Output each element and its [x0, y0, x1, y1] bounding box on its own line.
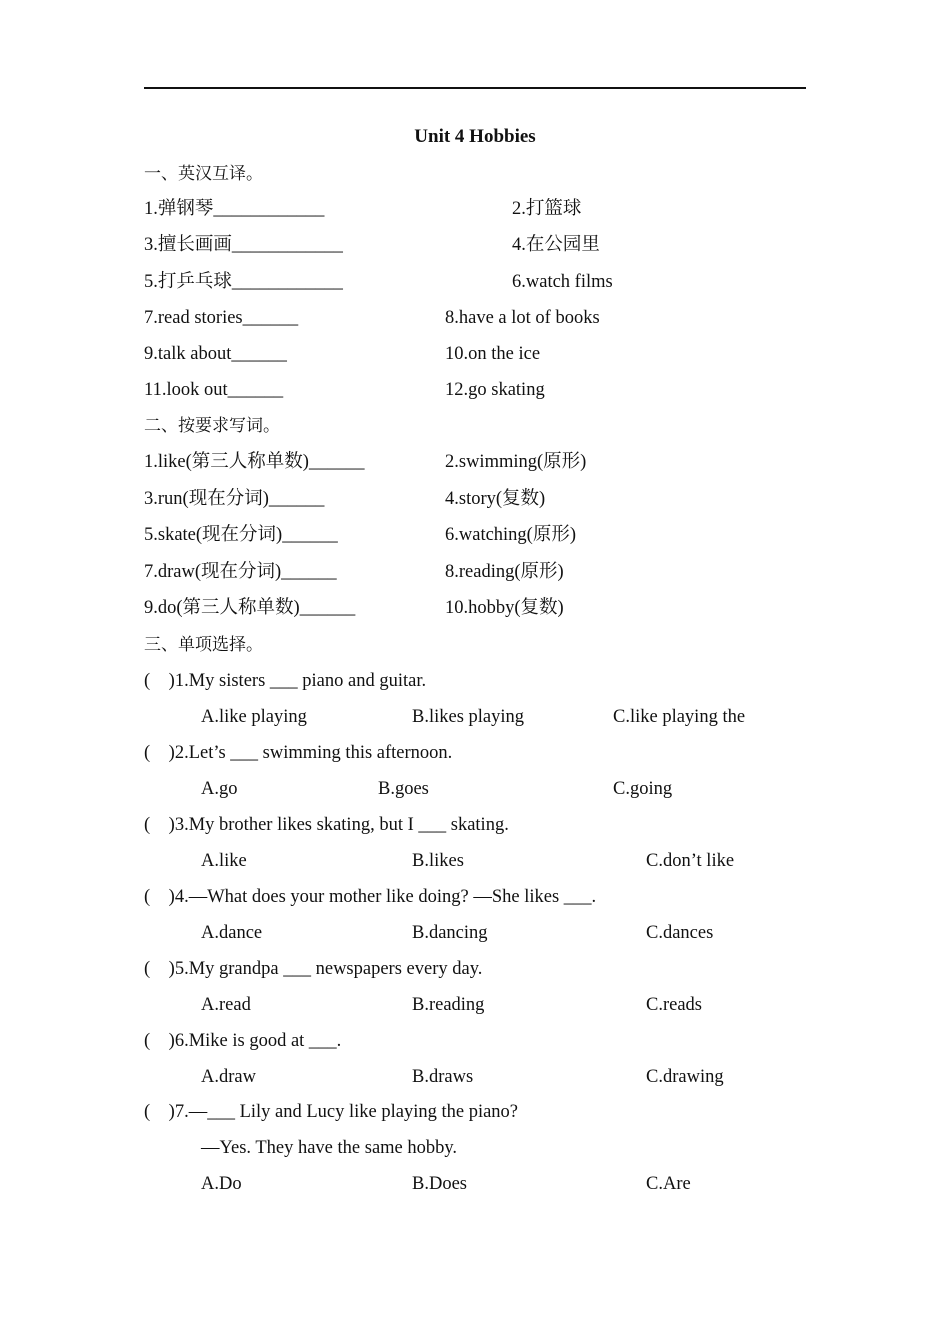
s2-item-6: 6.watching(原形): [445, 525, 577, 545]
s2-item-4: 4.story(复数): [445, 489, 546, 509]
q1-option-c: C.like playing the: [613, 707, 746, 727]
s1-item-11: 11.look out______: [144, 380, 284, 400]
q5-option-a: A.read: [201, 995, 251, 1015]
q5-option-b: B.reading: [412, 995, 485, 1015]
q4-stem: ( )4.—What does your mother like doing? —She likes ___.: [144, 887, 597, 907]
s1-item-2: 2.打篮球: [512, 199, 582, 219]
q1-option-b: B.likes playing: [412, 707, 525, 727]
q2-option-a: A.go: [201, 779, 238, 799]
s2-item-8: 8.reading(原形): [445, 562, 564, 582]
q6-option-a: A.draw: [201, 1067, 256, 1087]
s2-item-10: 10.hobby(复数): [445, 598, 564, 618]
s1-item-3: 3.擅长画画____________: [144, 235, 343, 255]
s1-item-10: 10.on the ice: [445, 344, 541, 364]
q6-option-c: C.drawing: [646, 1067, 724, 1087]
s2-item-1: 1.like(第三人称单数)______: [144, 452, 365, 472]
s2-item-7: 7.draw(现在分词)______: [144, 562, 337, 582]
q7-stem: ( )7.—___ Lily and Lucy like playing the piano?: [144, 1102, 519, 1122]
q6-option-b: B.draws: [412, 1067, 474, 1087]
s1-item-8: 8.have a lot of books: [445, 308, 600, 328]
q4-option-a: A.dance: [201, 923, 263, 943]
s1-item-1: 1.弹钢琴____________: [144, 199, 325, 219]
q2-option-b: B.goes: [378, 779, 429, 799]
s2-item-3: 3.run(现在分词)______: [144, 489, 325, 509]
s2-item-2: 2.swimming(原形): [445, 452, 587, 472]
section-1-heading: 一、英汉互译。: [144, 164, 263, 184]
section-2-heading: 二、按要求写词。: [144, 416, 280, 436]
q1-stem: ( )1.My sisters ___ piano and guitar.: [144, 671, 427, 691]
q3-option-c: C.don’t like: [646, 851, 735, 871]
q5-stem: ( )5.My grandpa ___ newspapers every day.: [144, 959, 483, 979]
q2-option-c: C.going: [613, 779, 673, 799]
q3-option-a: A.like: [201, 851, 247, 871]
q7-answer-line: —Yes. They have the same hobby.: [201, 1138, 458, 1158]
q3-stem: ( )3.My brother likes skating, but I ___ skating.: [144, 815, 509, 835]
s1-item-7: 7.read stories______: [144, 308, 299, 328]
s1-item-9: 9.talk about______: [144, 344, 287, 364]
q5-option-c: C.reads: [646, 995, 702, 1015]
q7-option-b: B.Does: [412, 1174, 467, 1194]
header-rule: [144, 87, 806, 89]
q2-stem: ( )2.Let’s ___ swimming this afternoon.: [144, 743, 453, 763]
q1-option-a: A.like playing: [201, 707, 307, 727]
q4-option-b: B.dancing: [412, 923, 488, 943]
s1-item-6: 6.watch films: [512, 272, 613, 292]
q4-option-c: C.dances: [646, 923, 714, 943]
q7-option-a: A.Do: [201, 1174, 242, 1194]
s1-item-4: 4.在公园里: [512, 235, 600, 255]
q7-option-c: C.Are: [646, 1174, 691, 1194]
q3-option-b: B.likes: [412, 851, 464, 871]
s2-item-9: 9.do(第三人称单数)______: [144, 598, 356, 618]
s2-item-5: 5.skate(现在分词)______: [144, 525, 338, 545]
page-title: Unit 4 Hobbies: [414, 126, 536, 147]
section-3-heading: 三、单项选择。: [144, 635, 263, 655]
s1-item-5: 5.打乒乓球____________: [144, 272, 343, 292]
s1-item-12: 12.go skating: [445, 380, 545, 400]
q6-stem: ( )6.Mike is good at ___.: [144, 1031, 342, 1051]
